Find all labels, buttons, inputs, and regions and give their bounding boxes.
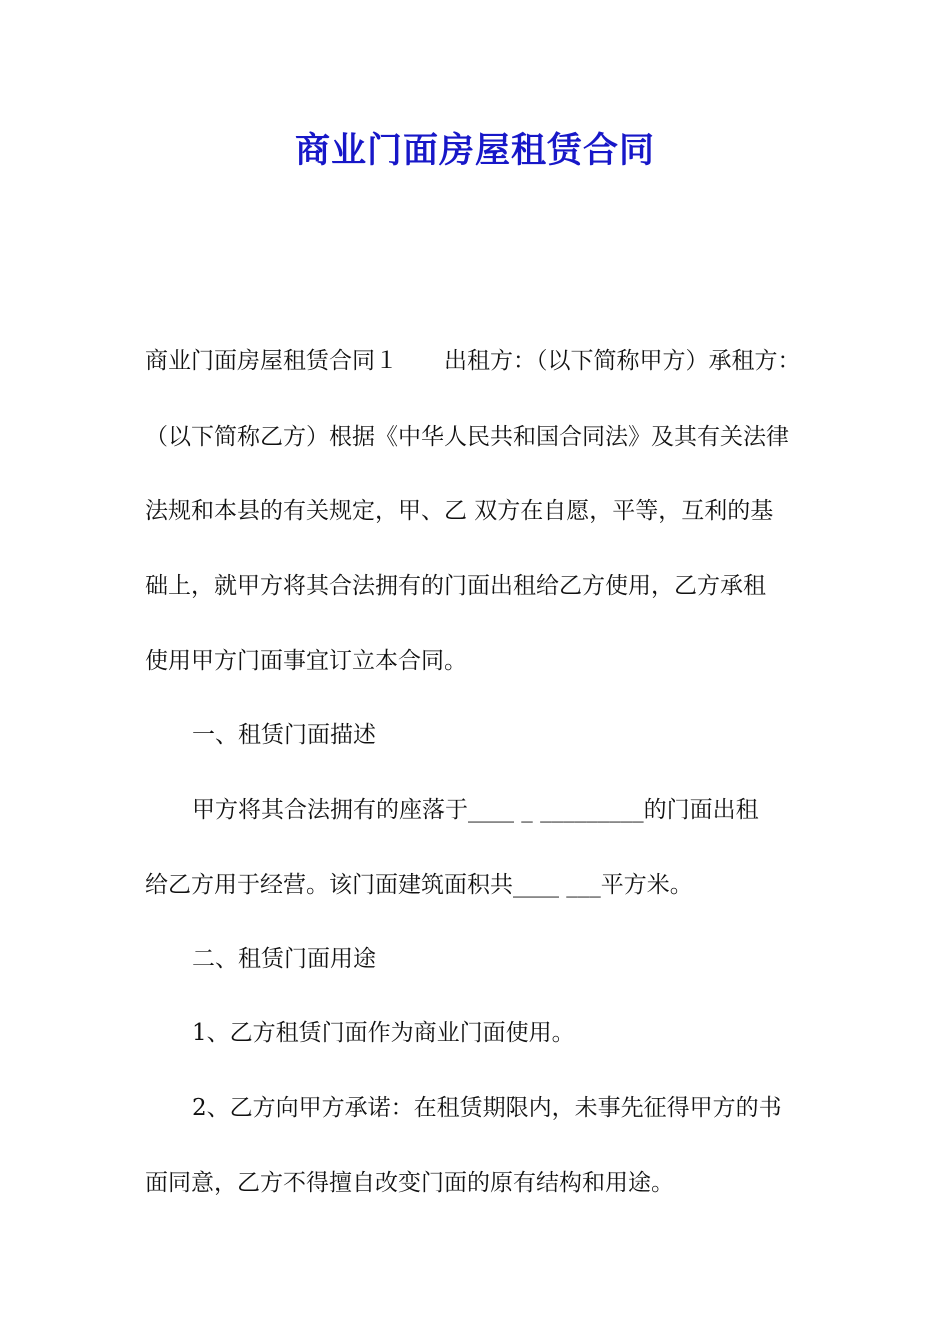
paragraph-line: 甲方将其合法拥有的座落于____ _ _________的门面出租: [192, 797, 759, 823]
paragraph-line: 给乙方用于经营。该门面建筑面积共____ ___平方米。: [145, 872, 693, 898]
section-heading: 二、租赁门面用途: [192, 946, 376, 972]
paragraph-line: 商业门面房屋租赁合同１ 出租方：（以下简称甲方）承租方：: [145, 348, 801, 374]
list-item: 1、乙方租赁门面作为商业门面使用。: [192, 1020, 575, 1046]
section-heading: 一、租赁门面描述: [192, 722, 376, 748]
list-item: 2、乙方向甲方承诺：在租赁期限内，未事先征得甲方的书: [192, 1095, 782, 1121]
paragraph-line: （以下简称乙方）根据《中华人民共和国合同法》及其有关法律: [145, 424, 789, 450]
paragraph-line: 使用甲方门面事宜订立本合同。: [145, 648, 467, 674]
paragraph-line: 础上，就甲方将其合法拥有的门面出租给乙方使用，乙方承租: [145, 573, 766, 599]
paragraph-line: 法规和本县的有关规定，甲、乙 双方在自愿，平等，互利的基: [145, 498, 774, 524]
paragraph-line: 面同意，乙方不得擅自改变门面的原有结构和用途。: [145, 1170, 674, 1196]
document-title: 商业门面房屋租赁合同: [294, 131, 655, 171]
